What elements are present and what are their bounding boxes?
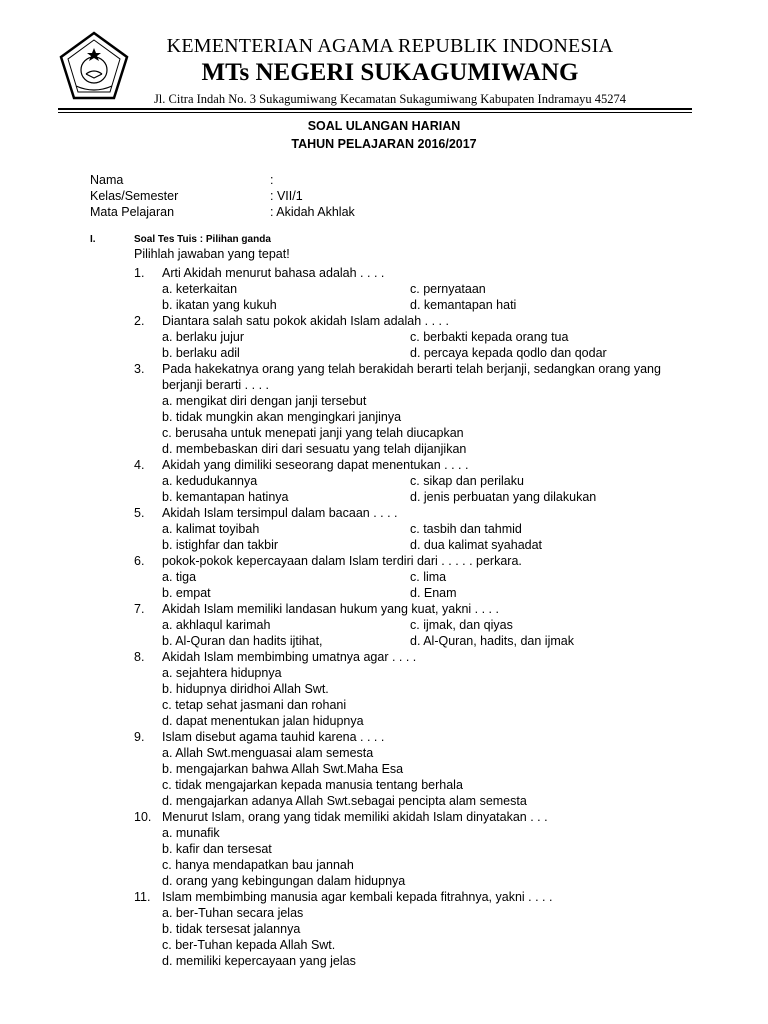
answer-option: c. berusaha untuk menepati janji yang telah diucapkan bbox=[162, 426, 464, 440]
answer-options bbox=[162, 665, 694, 729]
question-item bbox=[134, 265, 694, 313]
answer-option: c. tetap sehat jasmani dan rohani bbox=[162, 698, 347, 712]
question-item bbox=[134, 729, 694, 809]
answer-option: a. mengikat diri dengan janji tersebut bbox=[162, 394, 367, 408]
question-row bbox=[134, 889, 694, 905]
answer-options bbox=[162, 617, 694, 649]
answer-option: b. mengajarkan bahwa Allah Swt.Maha Esa bbox=[162, 762, 404, 776]
header-rule-thick bbox=[58, 108, 692, 110]
identity-block bbox=[90, 172, 355, 220]
answer-option: a. kalimat toyibah bbox=[162, 522, 260, 536]
section-heading bbox=[90, 234, 271, 245]
identity-row bbox=[90, 172, 355, 188]
answer-options bbox=[162, 393, 694, 457]
school-name: MTs NEGERI SUKAGUMIWANG bbox=[201, 59, 579, 86]
question-number: 10. bbox=[134, 810, 152, 824]
answer-option: b. ikatan yang kukuh bbox=[162, 298, 277, 312]
answer-options bbox=[162, 473, 694, 505]
question-text: Menurut Islam, orang yang tidak memiliki akidah Islam dinyatakan . . . bbox=[162, 810, 548, 824]
answer-option: a. akhlaqul karimah bbox=[162, 618, 271, 632]
question-item bbox=[134, 361, 694, 457]
question-row bbox=[134, 649, 694, 665]
answer-option: b. istighfar dan takbir bbox=[162, 538, 279, 552]
answer-options bbox=[162, 569, 694, 601]
identity-row bbox=[90, 188, 355, 204]
question-text: Islam disebut agama tauhid karena . . . . bbox=[162, 730, 385, 744]
answer-option: d. Enam bbox=[410, 586, 457, 600]
question-item bbox=[134, 601, 694, 649]
answer-option: a. keterkaitan bbox=[162, 282, 238, 296]
answer-option: b. kemantapan hatinya bbox=[162, 490, 289, 504]
answer-option: a. kedudukannya bbox=[162, 474, 258, 488]
school-address: Jl. Citra Indah No. 3 Sukagumiwang Kecamatan Sukagumiwang Kabupaten Indramayu 45274 bbox=[153, 92, 627, 106]
answer-option: c. sikap dan perilaku bbox=[410, 474, 524, 488]
question-text: Diantara salah satu pokok akidah Islam adalah . . . . bbox=[162, 314, 449, 328]
answer-option: d. memiliki kepercayaan yang jelas bbox=[162, 954, 356, 968]
question-number: 6. bbox=[134, 554, 145, 568]
question-text: Akidah Islam membimbing umatnya agar . . . . bbox=[162, 650, 417, 664]
answer-option: c. tidak mengajarkan kepada manusia tentang berhala bbox=[162, 778, 463, 792]
answer-options bbox=[162, 521, 694, 553]
question-row bbox=[134, 361, 694, 393]
instruction: Pilihlah jawaban yang tepat! bbox=[134, 247, 290, 261]
answer-option: d. jenis perbuatan yang dilakukan bbox=[410, 490, 597, 504]
question-item bbox=[134, 649, 694, 729]
kemenag-emblem-icon bbox=[58, 30, 130, 102]
question-number: 3. bbox=[134, 362, 145, 376]
answer-option: b. Al-Quran dan hadits ijtihat, bbox=[162, 634, 323, 648]
question-row bbox=[134, 457, 694, 473]
question-number: 8. bbox=[134, 650, 145, 664]
answer-option: d. kemantapan hati bbox=[410, 298, 517, 312]
answer-options bbox=[162, 281, 694, 313]
question-item bbox=[134, 889, 694, 969]
question-row bbox=[134, 265, 694, 281]
question-item bbox=[134, 553, 694, 601]
answer-option: a. tiga bbox=[162, 570, 197, 584]
question-number: 9. bbox=[134, 730, 145, 744]
answer-option: c. pernyataan bbox=[410, 282, 486, 296]
question-list bbox=[134, 265, 694, 969]
answer-option: a. sejahtera hidupnya bbox=[162, 666, 282, 680]
answer-option: d. orang yang kebingungan dalam hidupnya bbox=[162, 874, 406, 888]
question-row bbox=[134, 553, 694, 569]
identity-row bbox=[90, 204, 355, 220]
question-number: 1. bbox=[134, 266, 145, 280]
exam-title: SOAL ULANGAN HARIAN bbox=[307, 119, 461, 133]
academic-year: TAHUN PELAJARAN 2016/2017 bbox=[291, 137, 477, 151]
answer-option: d. dapat menentukan jalan hidupnya bbox=[162, 714, 364, 728]
question-item bbox=[134, 457, 694, 505]
question-text: Arti Akidah menurut bahasa adalah . . . . bbox=[162, 266, 385, 280]
answer-option: b. kafir dan tersesat bbox=[162, 842, 272, 856]
question-text: Akidah Islam tersimpul dalam bacaan . . . . bbox=[162, 506, 398, 520]
question-text: Islam membimbing manusia agar kembali kepada fitrahnya, yakni . . . . bbox=[162, 890, 553, 904]
identity-value: : Akidah Akhlak bbox=[270, 205, 355, 219]
answer-options bbox=[162, 329, 694, 361]
answer-options bbox=[162, 745, 694, 809]
answer-option: c. ber-Tuhan kepada Allah Swt. bbox=[162, 938, 336, 952]
answer-options bbox=[162, 825, 694, 889]
question-text: Akidah yang dimiliki seseorang dapat menentukan . . . . bbox=[162, 458, 469, 472]
answer-option: b. hidupnya diridhoi Allah Swt. bbox=[162, 682, 329, 696]
identity-label: Nama bbox=[90, 173, 124, 187]
question-row bbox=[134, 313, 694, 329]
header-rule-thin bbox=[58, 112, 692, 113]
question-item bbox=[134, 505, 694, 553]
answer-option: a. Allah Swt.menguasai alam semesta bbox=[162, 746, 374, 760]
answer-option: d. dua kalimat syahadat bbox=[410, 538, 543, 552]
answer-option: b. empat bbox=[162, 586, 211, 600]
question-number: 2. bbox=[134, 314, 145, 328]
question-number: 11. bbox=[134, 890, 151, 904]
answer-option: d. Al-Quran, hadits, dan ijmak bbox=[410, 634, 574, 648]
answer-option: c. lima bbox=[410, 570, 447, 584]
question-text: Pada hakekatnya orang yang telah berakidah berarti telah berjanji, sedangkan orang yang berjanji berarti . . . . bbox=[162, 362, 661, 392]
question-text: pokok-pokok kepercayaan dalam Islam terdiri dari . . . . . perkara. bbox=[162, 554, 522, 568]
answer-option: b. berlaku adil bbox=[162, 346, 240, 360]
question-item bbox=[134, 313, 694, 361]
answer-option: a. berlaku jujur bbox=[162, 330, 244, 344]
answer-option: b. tidak tersesat jalannya bbox=[162, 922, 301, 936]
question-row bbox=[134, 505, 694, 521]
identity-value: : bbox=[270, 173, 274, 187]
question-text: Akidah Islam memiliki landasan hukum yang kuat, yakni . . . . bbox=[162, 602, 499, 616]
question-row bbox=[134, 729, 694, 745]
identity-label: Kelas/Semester bbox=[90, 189, 179, 203]
question-number: 5. bbox=[134, 506, 145, 520]
ministry-name: KEMENTERIAN AGAMA REPUBLIK INDONESIA bbox=[166, 35, 614, 57]
answer-option: b. tidak mungkin akan mengingkari janjinya bbox=[162, 410, 402, 424]
answer-options bbox=[162, 905, 694, 969]
answer-option: d. mengajarkan adanya Allah Swt.sebagai pencipta alam semesta bbox=[162, 794, 527, 808]
answer-option: d. percaya kepada qodlo dan qodar bbox=[410, 346, 607, 360]
section-number: I. bbox=[90, 234, 96, 245]
answer-option: c. ijmak, dan qiyas bbox=[410, 618, 513, 632]
identity-label: Mata Pelajaran bbox=[90, 205, 175, 219]
question-row bbox=[134, 601, 694, 617]
answer-option: c. tasbih dan tahmid bbox=[410, 522, 522, 536]
answer-option: c. hanya mendapatkan bau jannah bbox=[162, 858, 354, 872]
identity-value: : VII/1 bbox=[270, 189, 303, 203]
answer-option: c. berbakti kepada orang tua bbox=[410, 330, 569, 344]
question-item bbox=[134, 809, 694, 889]
question-number: 7. bbox=[134, 602, 145, 616]
answer-option: d. membebaskan diri dari sesuatu yang telah dijanjikan bbox=[162, 442, 467, 456]
answer-option: a. ber-Tuhan secara jelas bbox=[162, 906, 304, 920]
letterhead bbox=[130, 34, 650, 108]
answer-option: a. munafik bbox=[162, 826, 220, 840]
question-row bbox=[134, 809, 694, 825]
section-title: Soal Tes Tuis : Pilihan ganda bbox=[134, 234, 271, 245]
question-number: 4. bbox=[134, 458, 145, 472]
